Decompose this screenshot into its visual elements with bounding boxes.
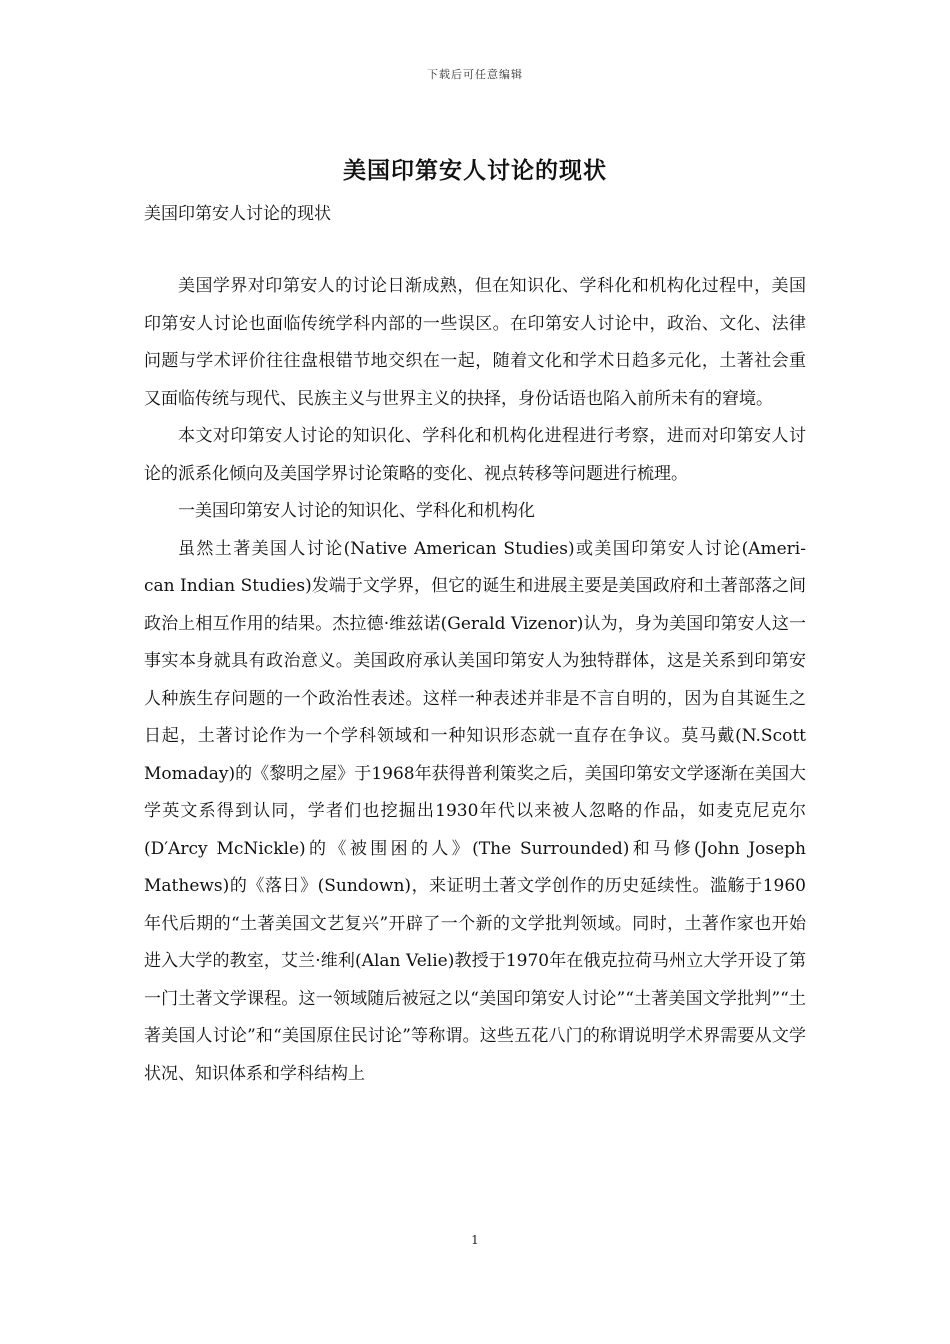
section-heading: 一美国印第安人讨论的知识化、学科化和机构化 bbox=[178, 501, 535, 521]
paragraph-intro: 美国学界对印第安人的讨论日渐成熟，但在知识化、学科化和机构化过程中，美国印第安人讨论也面临传统学科内部的一些误区。在印第安人讨论中，政治、文化、法律问题与学术评价往往盘根错节地交织在一起，随着文化和学术日趋多元化，土著社会重又面临传统与现代、民族主义与世界主义的抉择，身份话语也陷入前所未有的窘境。 bbox=[144, 276, 806, 409]
document-body bbox=[144, 268, 806, 1093]
document-subtitle: 美国印第安人讨论的现状 bbox=[144, 204, 331, 224]
paragraph-scope: 本文对印第安人讨论的知识化、学科化和机构化进程进行考察，进而对印第安人讨论的派系化倾向及美国学界讨论策略的变化、视点转移等问题进行梳理。 bbox=[144, 426, 806, 484]
paragraph-history: 虽然土著美国人讨论(Native American Studies)或美国印第安人讨论(Ameri-can Indian Studies)发端于文学界，但它的诞生和进展主要是美国政府和土著部落之间政治上相互作用的结果。杰拉德·维兹诺(Gerald Vizenor)认为，身为美国印第安人这一事实本身就具有政治意义。美国政府承认美国印第安人为独特群体，这是关系到印第安人种族生存问题的一个政治性表述。这样一种表述并非是不言自明的，因为自其诞生之日起，土著讨论作为一个学科领域和一种知识形态就一直存在争议。莫马戴(N.Scott Momaday)的《黎明之屋》于1968年获得普利策奖之后，美国印第安文学逐渐在美国大学英文系得到认同，学者们也挖掘出1930年代以来被人忽略的作品，如麦克尼克尔(D′Arcy McNickle)的《被围困的人》(The Surrounded)和马修(John Joseph Mathews)的《落日》(Sundown)，来证明土著文学创作的历史延续性。滥觞于1960年代后期的“土著美国文艺复兴”开辟了一个新的文学批判领域。同时，土著作家也开始进入大学的教室，艾兰·维利(Alan Velie)教授于1970年在俄克拉荷马州立大学开设了第一门土著文学课程。这一领域随后被冠之以“美国印第安人讨论”“土著美国文学批判”“土著美国人讨论”和“美国原住民讨论”等称谓。这些五花八门的称谓说明学术界需要从文学状况、知识体系和学科结构上 bbox=[144, 538, 806, 1084]
page-number: 1 bbox=[471, 1233, 479, 1247]
document-title: 美国印第安人讨论的现状 bbox=[343, 157, 607, 184]
header-note: 下载后可任意编辑 bbox=[427, 68, 523, 81]
